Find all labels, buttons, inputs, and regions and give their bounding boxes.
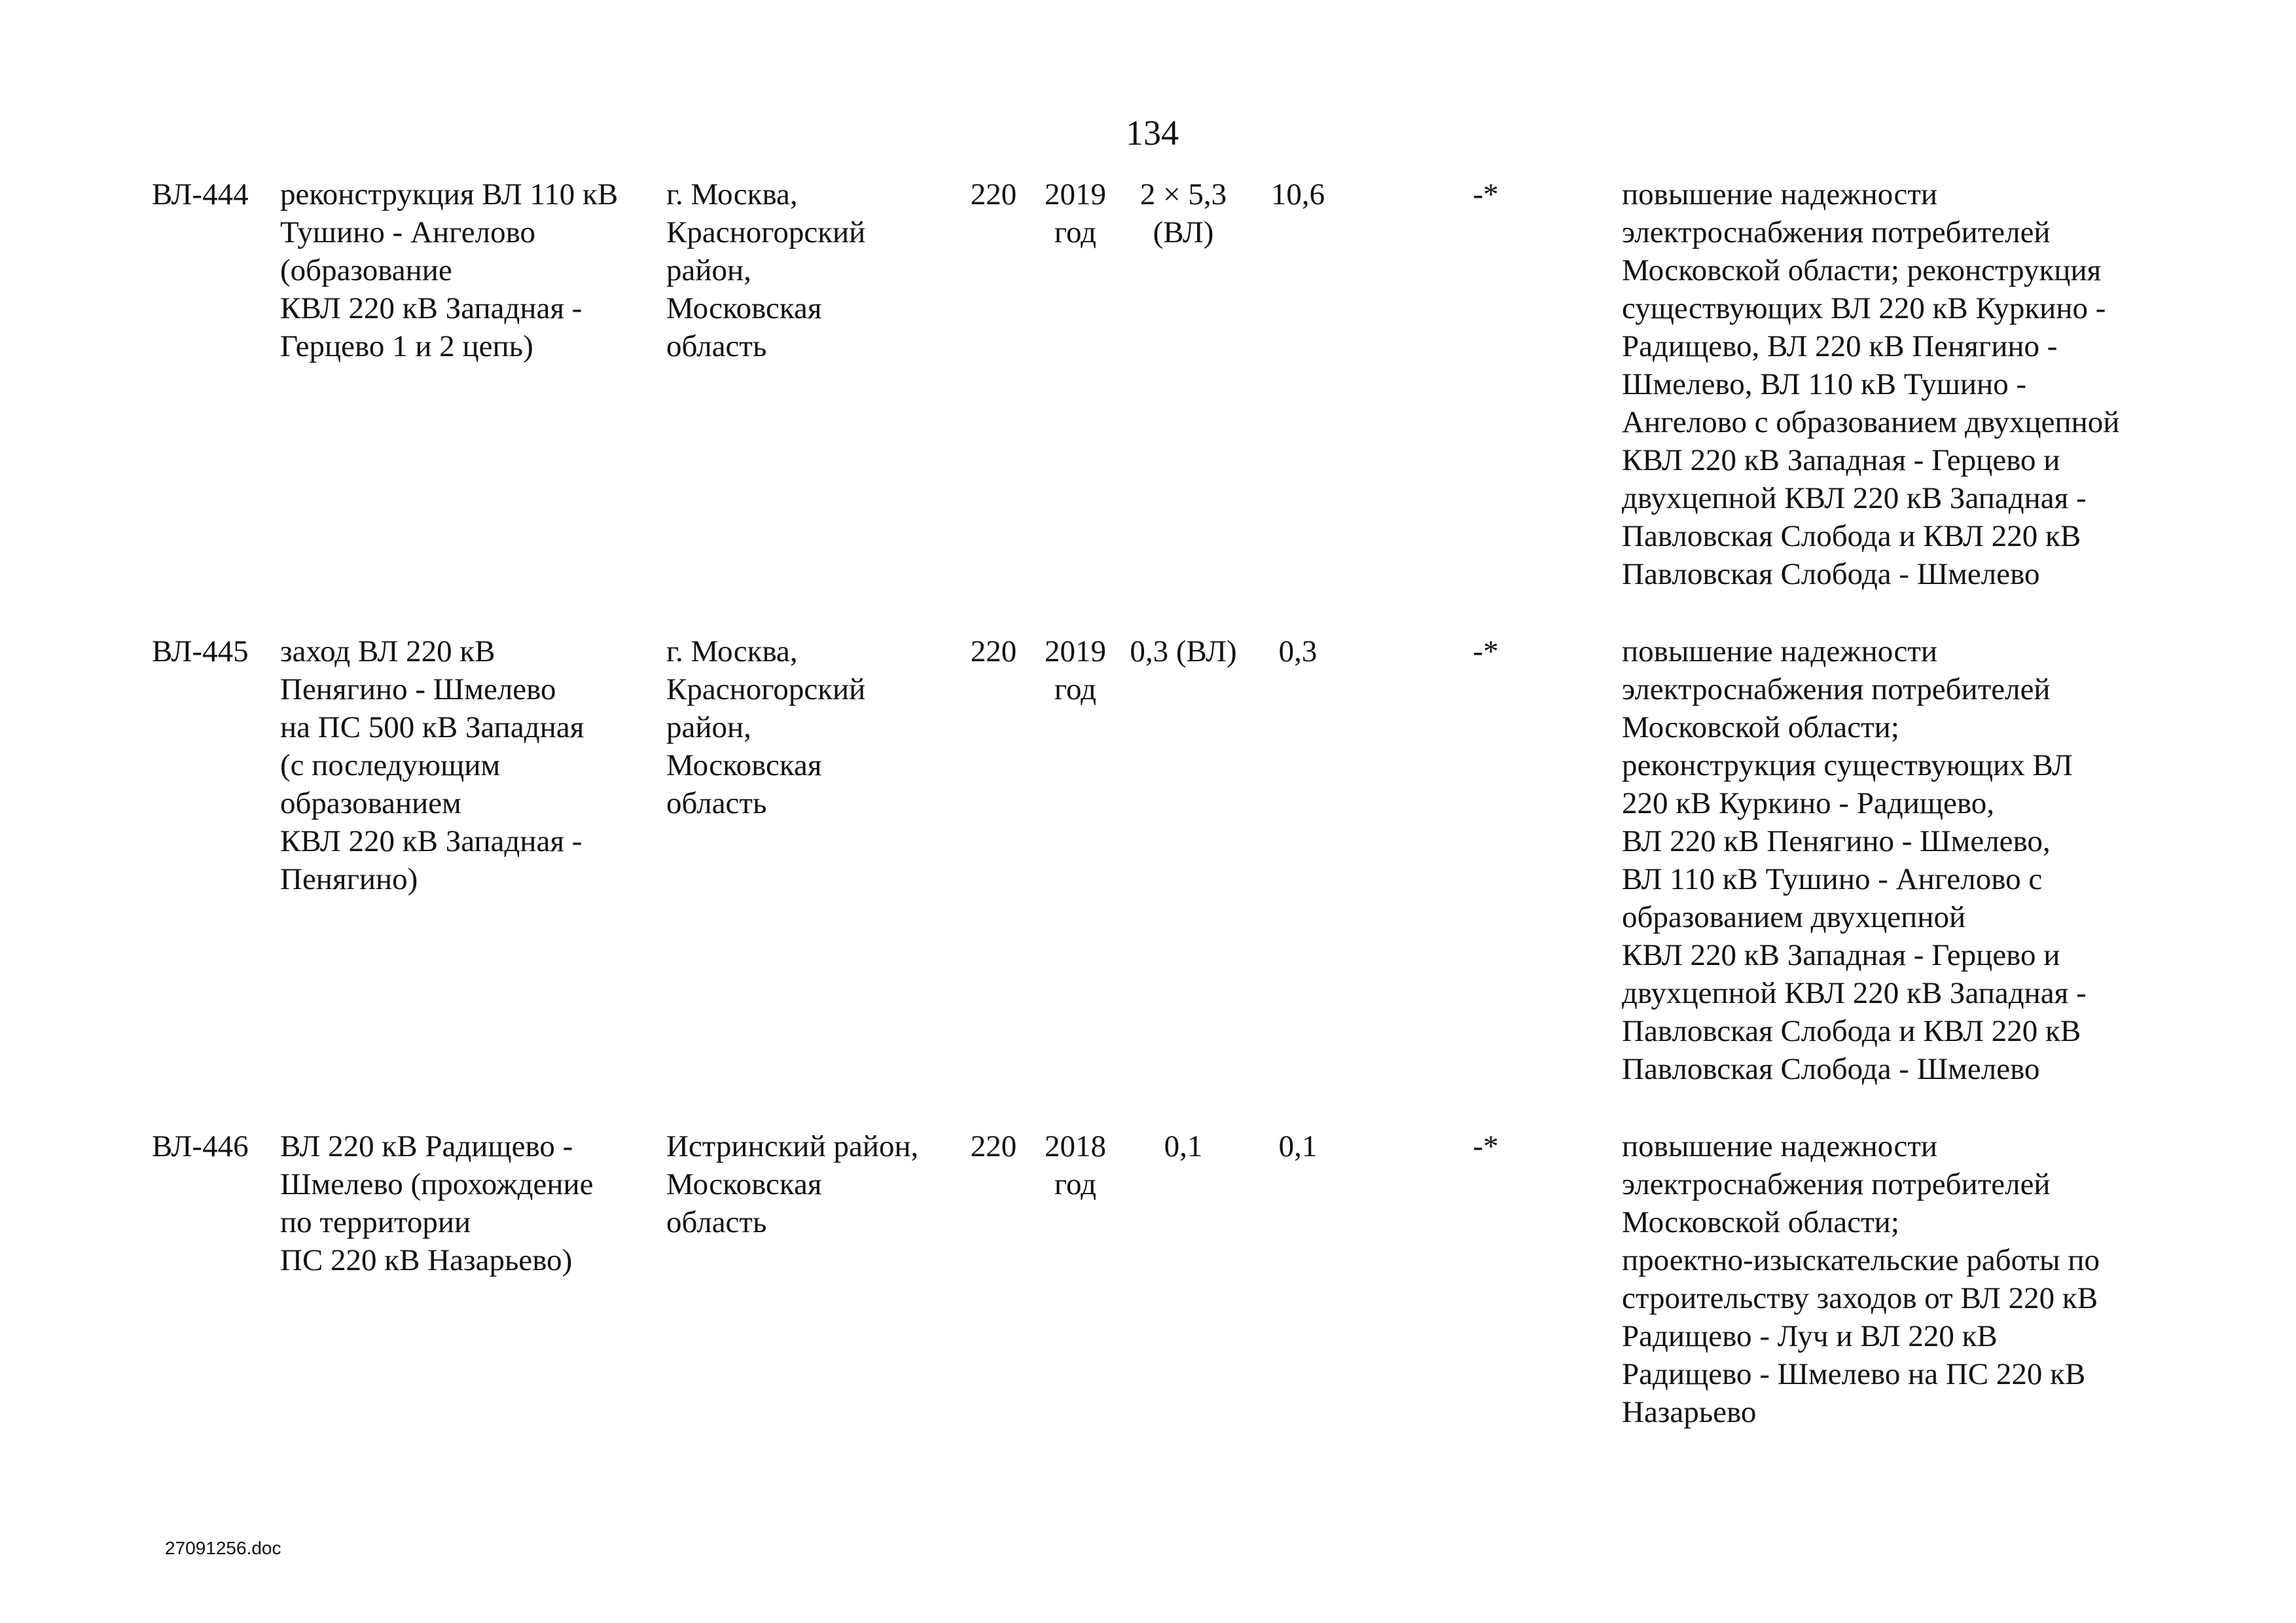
- document-file-id: 27091256.doc: [165, 1538, 281, 1558]
- row-year: 2019 год: [1045, 177, 1106, 249]
- row-length-km: 10,6: [1270, 177, 1325, 211]
- row-length: 0,1: [1164, 1129, 1203, 1163]
- row-code: ВЛ-444: [152, 177, 249, 211]
- row-year: 2019 год: [1045, 634, 1106, 706]
- row-mark: -*: [1473, 1129, 1499, 1163]
- row-length: 0,3 (ВЛ): [1130, 634, 1237, 668]
- row-name: реконструкция ВЛ 110 кВ Тушино - Ангелово (образование КВЛ 220 кВ Западная - Герцево 1 и 2 цепь): [280, 177, 619, 363]
- row-year: 2018 год: [1045, 1129, 1106, 1201]
- row-voltage: 220: [970, 177, 1017, 211]
- row-mark: -*: [1473, 634, 1499, 668]
- row-purpose: повышение надежности электроснабжения потребителей Московской области; проектно-изыскательские работы по строительству заходов от ВЛ 220 кВ Радищево - Луч и ВЛ 220 кВ Радищево - Шмелево на ПС 220 кВ Назарьево: [1622, 1129, 2100, 1429]
- row-place: г. Москва, Красногорский район, Московская область: [666, 177, 866, 363]
- row-purpose: повышение надежности электроснабжения потребителей Московской области; реконструкция существующих ВЛ 220 кВ Куркино - Радищево, ВЛ 220 кВ Пенягино - Шмелево, ВЛ 110 кВ Тушино - Ангелово с образованием двухцепной КВЛ 220 кВ Западная - Герцево и двухцепной КВЛ 220 кВ Западная - Павловская Слобода и КВЛ 220 кВ Павловская Слобода - Шмелево: [1622, 634, 2087, 1086]
- row-name: ВЛ 220 кВ Радищево - Шмелево (прохождение по территории ПС 220 кВ Назарьево): [280, 1129, 594, 1277]
- row-length-km: 0,3: [1278, 634, 1318, 668]
- row-mark: -*: [1473, 177, 1499, 211]
- row-code: ВЛ-446: [152, 1129, 249, 1163]
- row-length-km: 0,1: [1278, 1129, 1318, 1163]
- row-name: заход ВЛ 220 кВ Пенягино - Шмелево на ПС 500 кВ Западная (с последующим образованием КВЛ 220 кВ Западная - Пенягино): [280, 634, 584, 896]
- page-number: 134: [1126, 113, 1179, 153]
- row-code: ВЛ-445: [152, 634, 249, 668]
- row-purpose: повышение надежности электроснабжения потребителей Московской области; реконструкция существующих ВЛ 220 кВ Куркино - Радищево, ВЛ 220 кВ Пенягино - Шмелево, ВЛ 110 кВ Тушино - Ангелово с образованием двухцепной КВЛ 220 кВ Западная - Герцево и двухцепной КВЛ 220 кВ Западная - Павловская Слобода и КВЛ 220 кВ Павловская Слобода - Шмелево: [1622, 177, 2120, 591]
- row-voltage: 220: [970, 1129, 1017, 1163]
- row-length: 2 × 5,3 (ВЛ): [1139, 177, 1227, 249]
- row-voltage: 220: [970, 634, 1017, 668]
- row-place: Истринский район, Московская область: [666, 1129, 919, 1239]
- row-place: г. Москва, Красногорский район, Московская область: [666, 634, 866, 820]
